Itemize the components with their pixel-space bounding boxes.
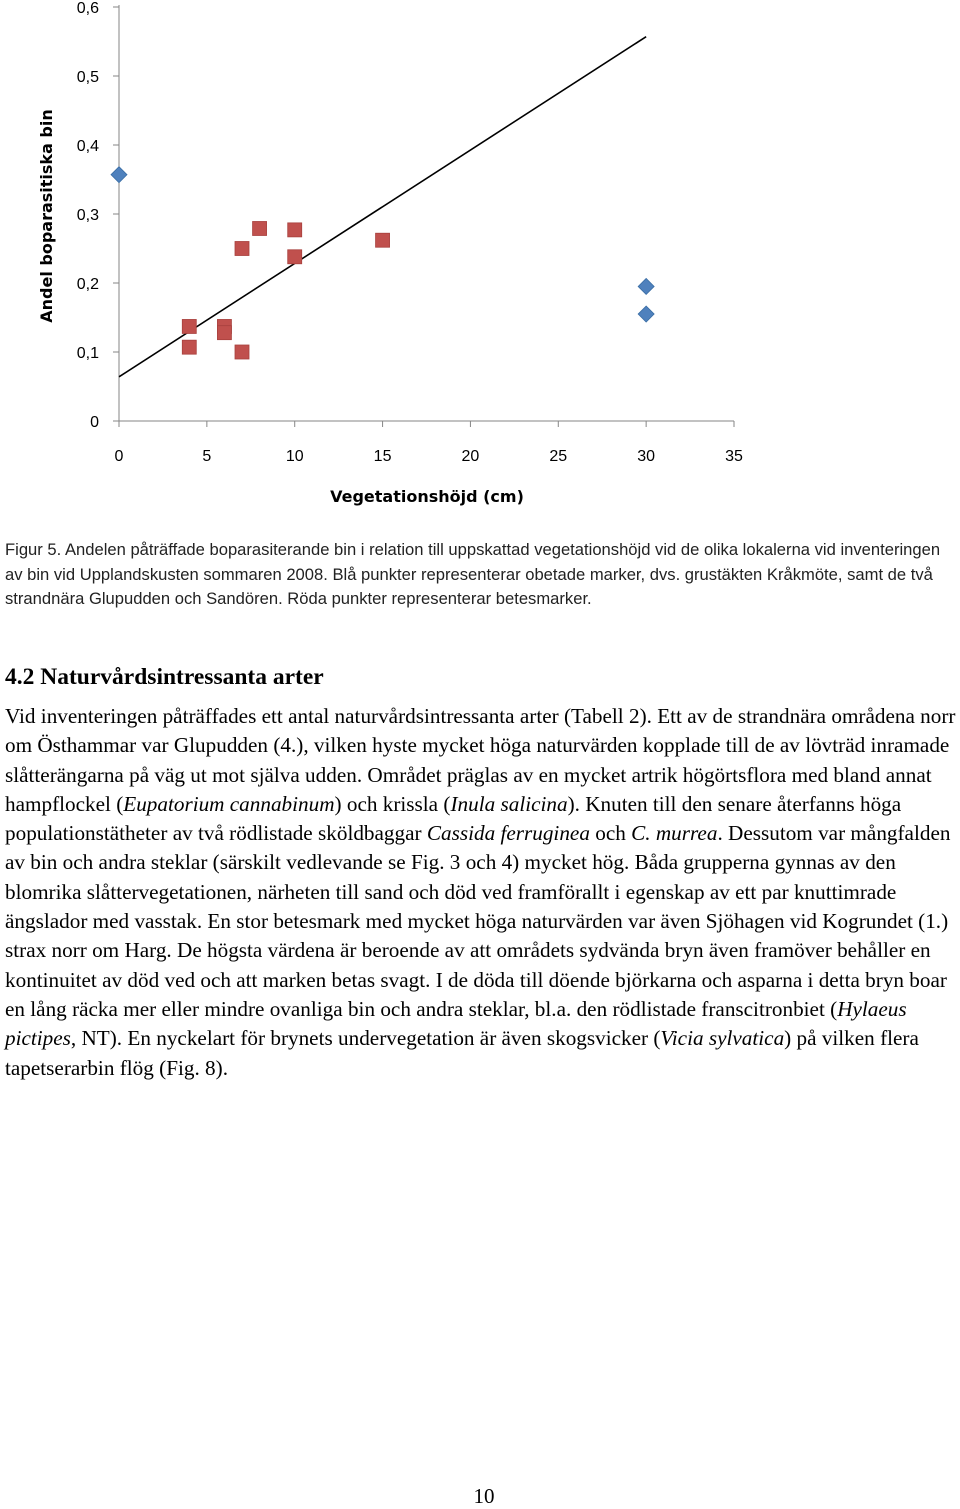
text-run: . Dessutom var mångfalden av bin och andra steklar (särskilt vedlevande se Fig. 3 och 4) mycket hög. Båda grupperna gynnas av den blomrika slåttervegetationen, närheten till sand och död ved framförallt i egenskap av ett par knuttimrade ängslador med vasstak. En stor betesmark med mycket höga naturvärden var även Sjöhagen vid Kogrundet (1.) strax norr om Harg. De högsta värdena är beroende av att områdets sydvända bryn även framöver behåller en kontinuitet av död ved och att marken betas svagt. I de döda till döende björkarna och asparna i detta bryn boar en lång räcka mer eller mindre ovanliga bin och andra steklar, bl.a. den rödlistade franscitronbiet ( xyxy=(5,821,951,1021)
species-name: Eupatorium cannabinum xyxy=(123,791,335,816)
x-tick-label: 25 xyxy=(549,448,568,465)
blue-diamond-point xyxy=(111,167,127,183)
scatter-chart xyxy=(0,0,960,520)
text-run: ). Knuten till den senare återfanns höga populationstätheter av två rödlistade sköldbaggar xyxy=(5,791,902,846)
species-name: Cassida ferruginea xyxy=(426,821,590,846)
red-square-point xyxy=(182,340,196,354)
red-square-point xyxy=(253,221,267,235)
y-tick-label: 0,4 xyxy=(76,138,99,155)
text-run: ) på vilken flera tapetserarbin flög (Fig. 8). xyxy=(5,1026,919,1080)
red-square-point xyxy=(288,223,302,237)
species-name: Inula salicina xyxy=(450,791,568,816)
chart-axes xyxy=(113,5,734,427)
red-square-point xyxy=(376,233,390,247)
trendline xyxy=(119,37,646,377)
y-tick-label: 0,2 xyxy=(76,276,99,293)
red-square-point xyxy=(288,250,302,264)
body-paragraph xyxy=(5,702,960,1083)
red-square-point xyxy=(217,326,231,340)
red-square-point xyxy=(235,345,249,359)
y-axis-title: Andel boparasitiska bin xyxy=(37,109,56,323)
section-heading: 4.2 Naturvårdsintressanta arter xyxy=(5,664,324,690)
species-name: Hylaeus pictipes xyxy=(5,996,907,1051)
y-tick-label: 0 xyxy=(90,414,99,431)
x-tick-label: 5 xyxy=(202,448,212,465)
red-square-point xyxy=(182,319,196,333)
x-tick-label: 35 xyxy=(725,448,743,465)
x-tick-label: 20 xyxy=(461,448,480,465)
text-run: , NT). En nyckelart för brynets undervegetation är även skogsvicker ( xyxy=(70,1026,661,1051)
y-tick-label: 0,3 xyxy=(76,207,99,224)
y-tick-labels xyxy=(77,0,99,431)
y-tick-label: 0,1 xyxy=(76,345,99,362)
text-run: och xyxy=(589,821,632,846)
x-tick-label: 15 xyxy=(373,448,392,465)
text-run: ) och krissla ( xyxy=(334,791,451,816)
red-square-point xyxy=(235,242,249,256)
x-tick-label: 0 xyxy=(114,448,124,465)
trendline-group xyxy=(119,37,646,377)
x-tick-label: 10 xyxy=(285,448,304,465)
x-tick-label: 30 xyxy=(637,448,656,465)
y-tick-label: 0,5 xyxy=(76,69,99,86)
data-points xyxy=(111,167,654,359)
blue-diamond-point xyxy=(638,278,654,294)
figure-caption: Figur 5. Andelen påträffade boparasiterande bin i relation till uppskattad vegetationshöjd vid de olika lokalerna vid inventeringen av bin vid Upplandskusten sommaren 2008. Blå punkter representerar obetade marker, dvs. grustäkten Kråkmöte, samt de två strandnära Glupudden och Sandören. Röda punkter representerar betesmarker. xyxy=(5,540,941,608)
page-number: 10 xyxy=(473,1484,495,1508)
y-tick-label: 0,6 xyxy=(76,0,99,17)
species-name: Vicia sylvatica xyxy=(660,1026,785,1051)
x-tick-labels xyxy=(115,448,743,465)
x-axis-title: Vegetationshöjd (cm) xyxy=(330,487,524,506)
blue-diamond-point xyxy=(638,306,654,322)
species-name: C. murrea xyxy=(631,821,718,846)
text-run: Vid inventeringen påträffades ett antal naturvårdsintressanta arter (Tabell 2). Ett av de strandnära områdena norr om Östhammar var Glupudden (4.), vilken hyste mycket höga naturvärden kopplade till de av lövträd inramade slåtterängarna på väg ut mot själva udden. Området präglas av en mycket artrik högörtsflora med bland annat hampflockel ( xyxy=(5,704,956,816)
